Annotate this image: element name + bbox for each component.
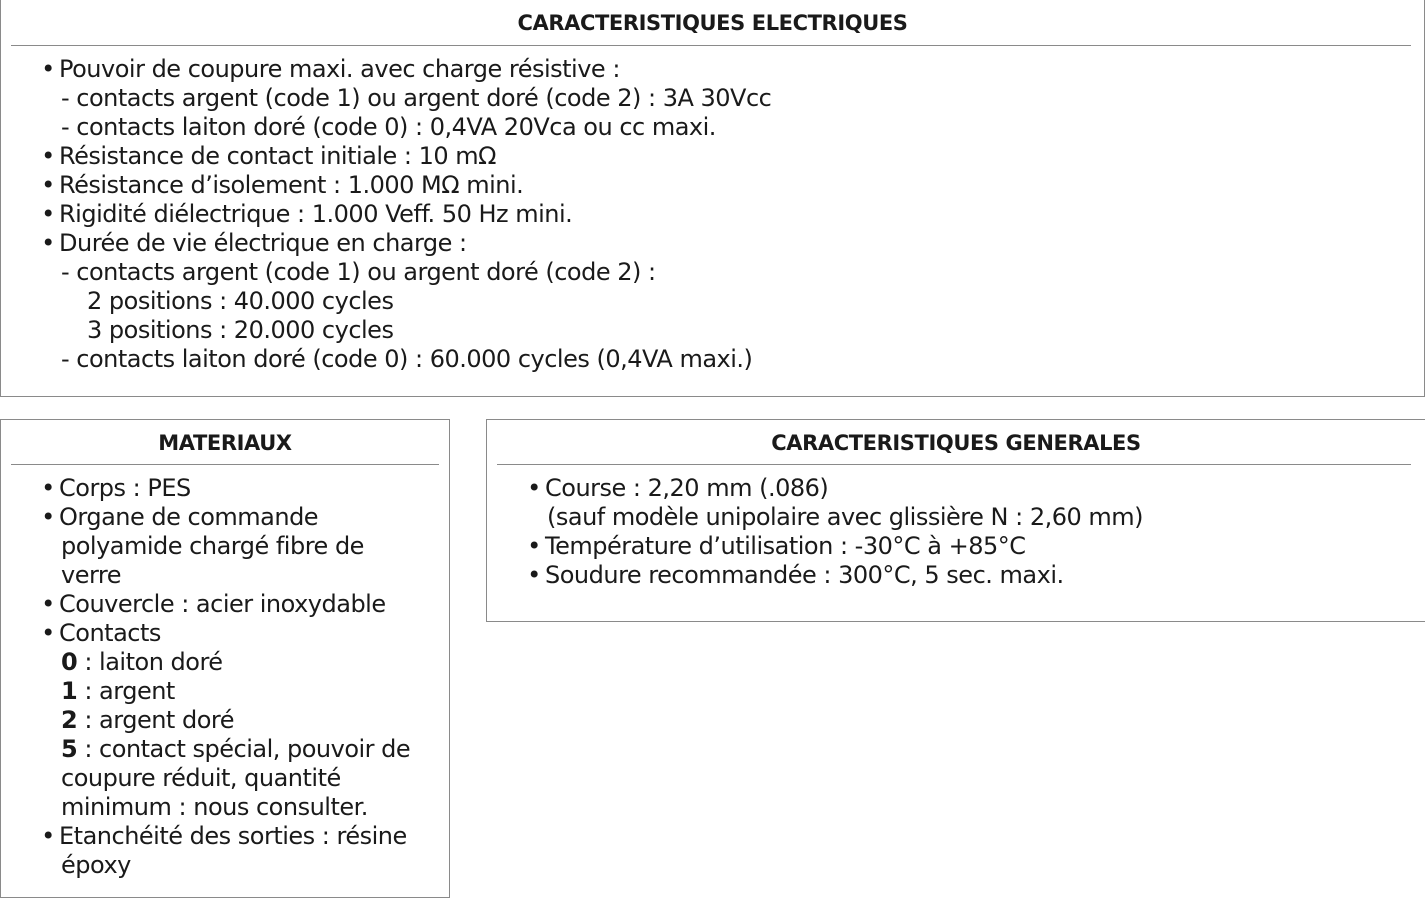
electrical-item-1-sub-1: - contacts argent (code 1) ou argent doré (code 2) : 3A 30Vcc bbox=[61, 84, 772, 112]
materials-item-actuator bbox=[37, 503, 318, 532]
contacts-code-2 bbox=[61, 706, 234, 735]
contacts-code-5-cont-1: coupure réduit, quantité bbox=[61, 764, 341, 792]
materials-item-actuator-cont-2: verre bbox=[61, 561, 122, 589]
bullet-icon: • bbox=[527, 532, 541, 560]
contacts-code-1-key: 1 bbox=[61, 677, 78, 705]
electrical-item-1 bbox=[37, 55, 620, 84]
bullet-icon: • bbox=[41, 822, 55, 850]
materials-item-cover bbox=[37, 590, 386, 619]
materials-item-contacts-text: Contacts bbox=[59, 619, 161, 647]
contacts-code-0 bbox=[61, 648, 223, 677]
contacts-code-2-text: : argent doré bbox=[84, 706, 234, 734]
bullet-icon: • bbox=[527, 474, 541, 502]
general-title-divider bbox=[497, 464, 1411, 465]
materials-item-actuator-cont-1: polyamide chargé fibre de bbox=[61, 532, 364, 560]
bullet-icon: • bbox=[527, 561, 541, 589]
bullet-icon: • bbox=[41, 474, 55, 502]
electrical-item-5-sub-1: - contacts argent (code 1) ou argent doré (code 2) : bbox=[61, 258, 656, 286]
electrical-item-3 bbox=[37, 171, 523, 200]
electrical-title: CARACTERISTIQUES ELECTRIQUES bbox=[517, 11, 908, 35]
general-item-travel-note: (sauf modèle unipolaire avec glissière N : 2,60 mm) bbox=[547, 503, 1144, 531]
bullet-icon: • bbox=[41, 619, 55, 647]
electrical-item-5-sub-1b: 3 positions : 20.000 cycles bbox=[87, 316, 394, 344]
electrical-item-5 bbox=[37, 229, 467, 258]
materials-panel bbox=[0, 419, 450, 898]
electrical-item-4 bbox=[37, 200, 572, 229]
materials-title: MATERIAUX bbox=[158, 431, 292, 455]
general-item-travel-text: Course : 2,20 mm (.086) bbox=[545, 474, 829, 502]
bullet-icon: • bbox=[41, 142, 55, 170]
materials-title-divider bbox=[11, 464, 439, 465]
contacts-code-5-text: : contact spécial, pouvoir de bbox=[84, 735, 411, 763]
materials-item-body-text: Corps : PES bbox=[59, 474, 191, 502]
general-title: CARACTERISTIQUES GENERALES bbox=[771, 431, 1141, 455]
electrical-item-5-sub-1a: 2 positions : 40.000 cycles bbox=[87, 287, 394, 315]
materials-item-actuator-text: Organe de commande bbox=[59, 503, 319, 531]
contacts-code-5 bbox=[61, 735, 410, 764]
materials-item-sealing-text: Etanchéité des sorties : résine bbox=[59, 822, 407, 850]
electrical-item-1-text: Pouvoir de coupure maxi. avec charge résistive : bbox=[59, 55, 620, 83]
materials-item-sealing bbox=[37, 822, 407, 851]
electrical-item-3-text: Résistance d’isolement : 1.000 MΩ mini. bbox=[59, 171, 524, 199]
general-item-temperature-text: Température d’utilisation : -30°C à +85°C bbox=[545, 532, 1026, 560]
electrical-item-1-sub-2: - contacts laiton doré (code 0) : 0,4VA 20Vca ou cc maxi. bbox=[61, 113, 716, 141]
contacts-code-1 bbox=[61, 677, 175, 706]
electrical-item-4-text: Rigidité diélectrique : 1.000 Veff. 50 Hz mini. bbox=[59, 200, 573, 228]
bullet-icon: • bbox=[41, 200, 55, 228]
electrical-item-5-sub-2: - contacts laiton doré (code 0) : 60.000 cycles (0,4VA maxi.) bbox=[61, 345, 753, 373]
general-item-soldering-text: Soudure recommandée : 300°C, 5 sec. maxi. bbox=[545, 561, 1064, 589]
bullet-icon: • bbox=[41, 590, 55, 618]
electrical-item-2 bbox=[37, 142, 496, 171]
electrical-item-2-text: Résistance de contact initiale : 10 mΩ bbox=[59, 142, 497, 170]
bullet-icon: • bbox=[41, 55, 55, 83]
materials-item-contacts bbox=[37, 619, 161, 648]
electrical-title-divider bbox=[11, 45, 1411, 46]
bullet-icon: • bbox=[41, 229, 55, 257]
contacts-code-2-key: 2 bbox=[61, 706, 78, 734]
electrical-characteristics-panel bbox=[0, 0, 1425, 397]
contacts-code-0-text: : laiton doré bbox=[84, 648, 223, 676]
bullet-icon: • bbox=[41, 171, 55, 199]
general-characteristics-panel bbox=[486, 419, 1425, 622]
bullet-icon: • bbox=[41, 503, 55, 531]
general-item-travel bbox=[523, 474, 828, 503]
contacts-code-5-key: 5 bbox=[61, 735, 78, 763]
contacts-code-0-key: 0 bbox=[61, 648, 78, 676]
general-item-temperature bbox=[523, 532, 1026, 561]
materials-item-cover-text: Couvercle : acier inoxydable bbox=[59, 590, 386, 618]
general-item-soldering bbox=[523, 561, 1064, 590]
contacts-code-1-text: : argent bbox=[84, 677, 175, 705]
electrical-item-5-text: Durée de vie électrique en charge : bbox=[59, 229, 467, 257]
materials-item-sealing-cont: époxy bbox=[61, 851, 131, 879]
contacts-code-5-cont-2: minimum : nous consulter. bbox=[61, 793, 368, 821]
materials-item-body bbox=[37, 474, 191, 503]
